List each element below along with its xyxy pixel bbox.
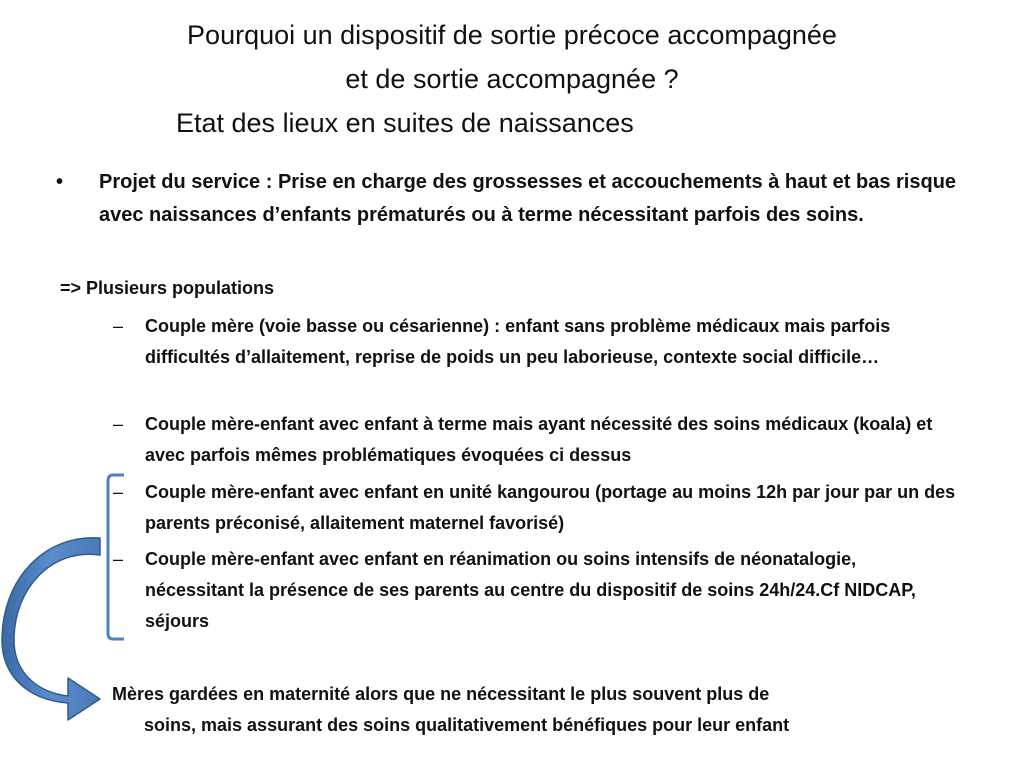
population-item (113, 544, 960, 637)
conclusion-text (112, 679, 952, 741)
population-item (113, 311, 960, 373)
dash-marker: – (113, 414, 124, 434)
conclusion-line-1: Mères gardées en maternité alors que ne nécessitant le plus souvent plus de (112, 684, 770, 704)
population-item (113, 477, 960, 539)
population-item-text: Couple mère (voie basse ou césarienne) : enfant sans problème médicaux mais parfois difficultés d’allaitement, reprise de poids un peu laborieuse, contexte social difficile… (145, 316, 891, 367)
service-project-bullet (56, 166, 959, 232)
service-project-text: Projet du service : Prise en charge des grossesses et accouchements à haut et bas risque avec naissances d’enfants prématurés ou à terme nécessitant parfois des soins. (99, 171, 957, 226)
population-item-text: Couple mère-enfant avec enfant en unité kangourou (portage au moins 12h par jour par un des parents préconisé, allaitement maternel favorisé) (145, 482, 956, 533)
bullet-marker: • (56, 171, 64, 193)
title-line-3: Etat des lieux en suites de naissances (176, 108, 634, 138)
populations-line: => Plusieurs populations (60, 278, 275, 298)
curved-arrow-icon (2, 538, 100, 720)
title-line-1: Pourquoi un dispositif de sortie précoce accompagnée (187, 20, 837, 50)
conclusion-line-2: soins, mais assurant des soins qualitativement bénéfiques pour leur enfant (144, 715, 790, 735)
dash-marker: – (113, 549, 124, 569)
population-item (113, 409, 960, 471)
dash-marker: – (113, 316, 124, 336)
title-line-2: et de sortie accompagnée ? (345, 64, 679, 94)
population-item-text: Couple mère-enfant avec enfant en réanimation ou soins intensifs de néonatalogie, nécessitant la présence de ses parents au centre du dispositif de soins 24h/24.Cf NIDCAP, séjours (145, 549, 916, 631)
dash-marker: – (113, 482, 124, 502)
population-item-text: Couple mère-enfant avec enfant à terme mais ayant nécessité des soins médicaux (koala) et avec parfois mêmes problématiques évoquées ci dessus (145, 414, 933, 465)
